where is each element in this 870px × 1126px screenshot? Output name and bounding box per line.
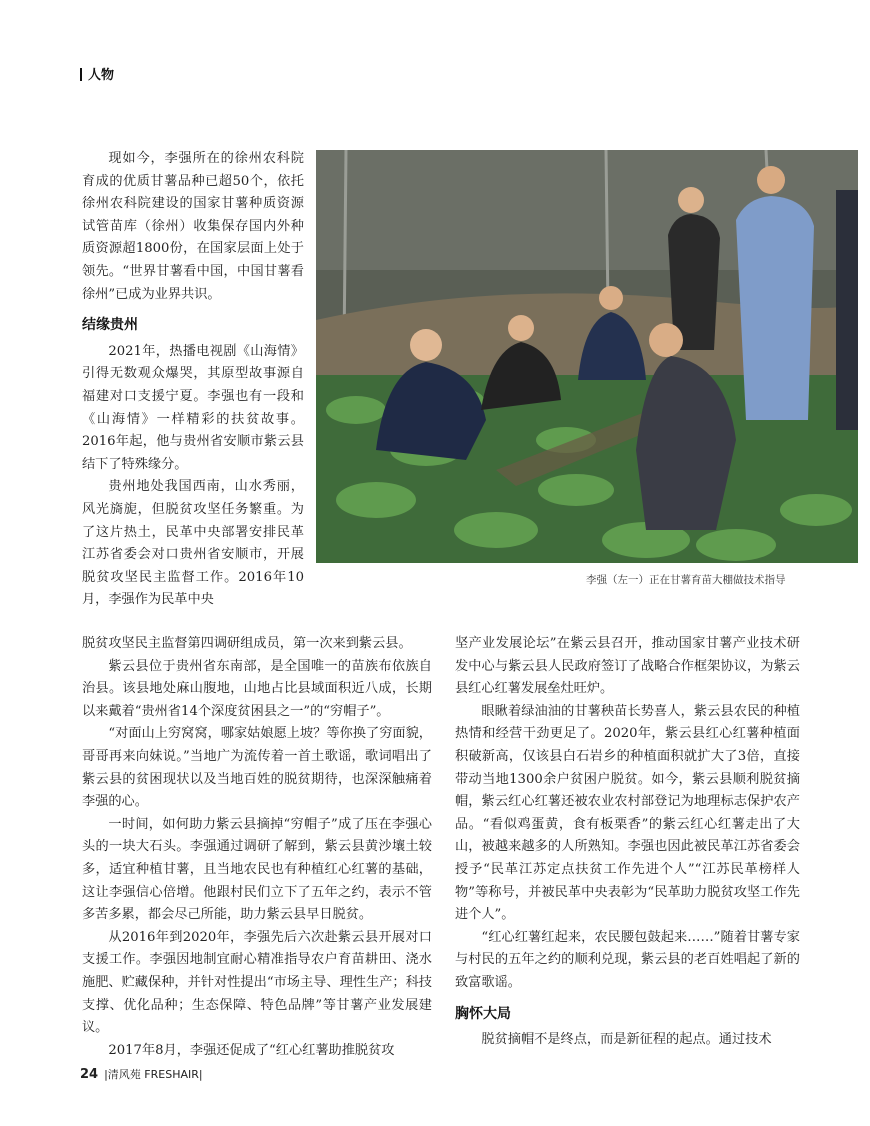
section-heading-1: 结缘贵州 [82,317,138,334]
right-column [455,633,800,1052]
paragraph: “红心红薯红起来，农民腰包鼓起来……”随着甘薯专家与村民的五年之约的顺利兑现，紫云县的老百姓唱起了新的致富歌谣。 [455,929,800,990]
section-bar [80,68,82,81]
photo-caption: 李强（左一）正在甘薯育苗大棚做技术指导 [586,574,786,586]
magazine-name: |清风苑 FRESHAIR| [104,1068,203,1081]
paragraph: 脱贫摘帽不是终点，而是新征程的起点。通过技术 [481,1032,772,1048]
paragraph: “对面山上穷窝窝，哪家姑娘愿上坡？等你换了穷面貌，哥哥再来向妹说。”当地广为流传着一首土歌谣，歌词唱出了紫云县的贫困现状以及当地百姓的脱贫期待，也深深触痛着李强的心。 [82,726,432,810]
page-footer [80,1066,203,1082]
paragraph: 眼瞅着绿油油的甘薯秧苗长势喜人，紫云县农民的种植热情和经营干劲更足了。2020年，紫云县红心红薯种植面积破新高，仅该县白石岩乡的种植面积就扩大了3倍，直接带动当地1300余户贫困户脱贫。如今，紫云县顺利脱贫摘帽，紫云红心红薯还被农业农村部登记为地理标志保护农产品。“看似鸡蛋黄，食有板栗香”的紫云红心红薯走出了大山，被越来越多的人所熟知。李强也因此被民革江苏省委会授予“民革江苏定点扶贫工作先进个人”“江苏民革榜样人物”等称号，并被民革中央表彰为“民革助力脱贫攻坚工作先进个人”。 [455,703,800,923]
section-label: 人物 [88,68,115,83]
continued-line: 坚产业发展论坛”在紫云县召开，推动国家甘薯产业技术研发中心与紫云县人民政府签订了战略合作框架协议，为紫云县红心红薯发展垒灶旺炉。 [455,636,800,697]
narrow-column [82,148,304,612]
intro-paragraph: 现如今，李强所在的徐州农科院育成的优质甘薯品种已超50个，依托徐州农科院建设的国家甘薯种质资源试管苗库（徐州）收集保存国内外种质资源超1800份，在国家层面上处于领先。“世界甘薯看中国，中国甘薯看徐州”已成为业界共识。 [82,151,304,302]
greenhouse-photo-illustration [316,150,858,563]
page-number: 24 [80,1067,99,1082]
article-photo [316,150,858,563]
section-heading-2: 胸怀大局 [455,1005,511,1022]
section-tag [80,64,114,83]
paragraph: 紫云县位于贵州省东南部，是全国唯一的苗族布依族自治县。该县地处麻山腹地，山地占比县域面积近八成，长期以来戴着“贵州省14个深度贫困县之一”的“穷帽子”。 [82,658,432,719]
paragraph: 2021年，热播电视剧《山海情》引得无数观众爆哭，其原型故事源自福建对口支援宁夏。李强也有一段和《山海情》一样精彩的扶贫故事。2016年起，他与贵州省安顺市紫云县结下了特殊缘分。 [82,343,304,472]
paragraph: 从2016年到2020年，李强先后六次赴紫云县开展对口支援工作。李强因地制宜耐心精准指导农户育苗耕田、浇水施肥、贮藏保种，并针对性提出“市场主导、理性生产；科技支撑、优化品种；生态保障、特色品牌”等甘薯产业发展建议。 [82,929,432,1036]
continued-line: 脱贫攻坚民主监督第四调研组成员，第一次来到紫云县。 [82,636,412,651]
paragraph: 2017年8月，李强还促成了“红心红薯助推脱贫攻 [108,1042,395,1058]
paragraph: 一时间，如何助力紫云县摘掉“穷帽子”成了压在李强心头的一块大石头。李强通过调研了解到，紫云县黄沙壤土较多，适宜种植甘薯，且当地农民也有种植红心红薯的基础，这让李强信心倍增。他跟村民们立下了五年之约，表示不管多苦多累，都会尽己所能，助力紫云县早日脱贫。 [82,816,432,923]
left-column [82,633,432,1062]
paragraph: 贵州地处我国西南，山水秀丽，风光旖旎，但脱贫攻坚任务繁重。为了这片热土，民革中央部署安排民革江苏省委会对口贵州省安顺市，开展脱贫攻坚民主监督工作。2016年10月，李强作为民革中央 [82,479,304,608]
